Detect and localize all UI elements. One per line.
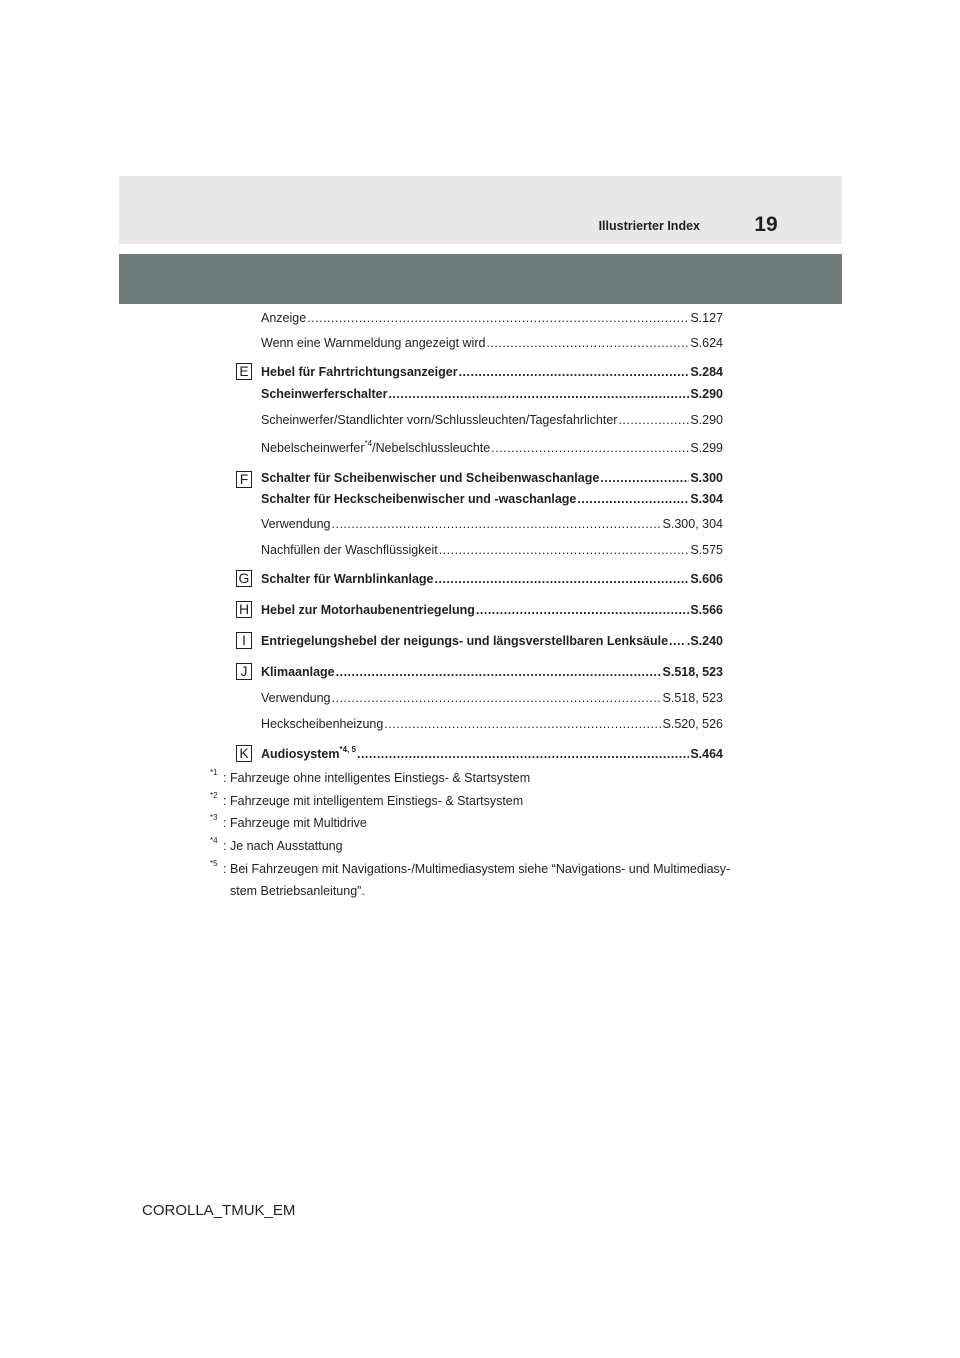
index-entry: [261, 633, 723, 649]
footnote-mark: *5: [210, 859, 218, 868]
footnote-text: Fahrzeuge mit Multidrive: [230, 816, 367, 830]
entry-label: Schalter für Scheibenwischer und Scheibenwaschanlage: [261, 471, 600, 485]
index-entry: [261, 440, 723, 456]
index-entry: [261, 602, 723, 618]
page-number: 19: [754, 213, 778, 236]
page-ref: .S.240: [686, 634, 723, 648]
entry-label: Hebel zur Motorhaubenentriegelung: [261, 603, 475, 617]
index-entry: [261, 716, 723, 732]
entry-label: Scheinwerfer/Standlichter vorn/Schlussleuchten/Tagesfahrlichter: [261, 413, 618, 427]
entry-label: Verwendung: [261, 691, 331, 705]
section-letter-f: F: [236, 471, 252, 488]
entry-label: Scheinwerferschalter: [261, 387, 388, 401]
footnote-mark: *2: [210, 791, 218, 800]
index-entry: [261, 310, 723, 326]
page-ref: S.575: [690, 543, 723, 557]
page-ref: S.464: [690, 747, 723, 761]
page-ref: S.304: [690, 492, 723, 506]
header-band: [119, 176, 842, 244]
page-ref: S.566: [690, 603, 723, 617]
section-letter-g: G: [236, 570, 252, 587]
entry-label: Schalter für Warnblinkanlage: [261, 572, 434, 586]
page-ref: S.624: [690, 336, 723, 350]
section-letter-k: K: [236, 745, 252, 762]
page-ref: S.300: [690, 471, 723, 485]
index-entry: [261, 412, 723, 428]
entry-label: Anzeige: [261, 311, 307, 325]
footnote-mark: *1: [210, 768, 218, 777]
page-ref: S.518, 523: [662, 691, 723, 705]
section-letter-i: I: [236, 632, 252, 649]
page-ref: S.284: [690, 365, 723, 379]
page-ref: S.127: [690, 311, 723, 325]
section-letter-h: H: [236, 601, 252, 618]
index-entry: [261, 746, 723, 762]
entry-label-cont: /Nebelschlussleuchte: [372, 441, 491, 455]
index-entry: [261, 491, 723, 507]
index-entry: [261, 470, 723, 486]
page-ref: S.300, 304: [662, 517, 723, 531]
index-entry: [261, 542, 723, 558]
footnote-mark: *3: [210, 813, 218, 822]
footnote-text: stem Betriebsanleitung”.: [230, 884, 365, 898]
page-ref: S.518, 523: [662, 665, 723, 679]
footnote-ref: *4: [364, 440, 373, 448]
page-ref: S.606: [690, 572, 723, 586]
page-ref: S.520, 526: [662, 717, 723, 731]
index-entry: [261, 516, 723, 532]
index-entry: [261, 690, 723, 706]
entry-label: Verwendung: [261, 517, 331, 531]
page-ref: S.299: [690, 441, 723, 455]
entry-label: Nebelscheinwerfer: [261, 441, 365, 455]
footnote-text: Fahrzeuge ohne intelligentes Einstiegs- & Startsystem: [230, 771, 531, 785]
document-id: COROLLA_TMUK_EM: [142, 1202, 296, 1219]
footnote-ref: *4, 5: [339, 746, 356, 754]
entry-label: Klimaanlage: [261, 665, 335, 679]
entry-label: Heckscheibenheizung: [261, 717, 384, 731]
entry-label: Wenn eine Warnmeldung angezeigt wird: [261, 336, 486, 350]
entry-label: Schalter für Heckscheibenwischer und -waschanlage: [261, 492, 577, 506]
footnote-mark: *4: [210, 836, 218, 845]
index-entry: [261, 335, 723, 351]
footnote-text: Je nach Ausstattung: [230, 839, 343, 853]
index-entry: [261, 364, 723, 380]
page-ref: S.290: [690, 413, 723, 427]
entry-label: Entriegelungshebel der neigungs- und längsverstellbaren Lenksäule: [261, 634, 669, 648]
section-title: Illustrierter Index: [598, 219, 700, 233]
page-ref: S.290: [690, 387, 723, 401]
index-entry: [261, 386, 723, 402]
section-letter-j: J: [236, 663, 252, 680]
footnote-text: Bei Fahrzeugen mit Navigations-/Multimediasystem siehe “Navigations- und Multimediasy-: [230, 862, 731, 876]
footnote-text: Fahrzeuge mit intelligentem Einstiegs- & Startsystem: [230, 794, 524, 808]
section-letter-e: E: [236, 363, 252, 380]
entry-label: Nachfüllen der Waschflüssigkeit: [261, 543, 438, 557]
index-entry: [261, 664, 723, 680]
index-entry: [261, 571, 723, 587]
entry-label: Hebel für Fahrtrichtungsanzeiger: [261, 365, 458, 379]
header-separator: [119, 244, 842, 254]
header-dark-bar: [119, 254, 842, 304]
entry-label: Audiosystem: [261, 747, 340, 761]
